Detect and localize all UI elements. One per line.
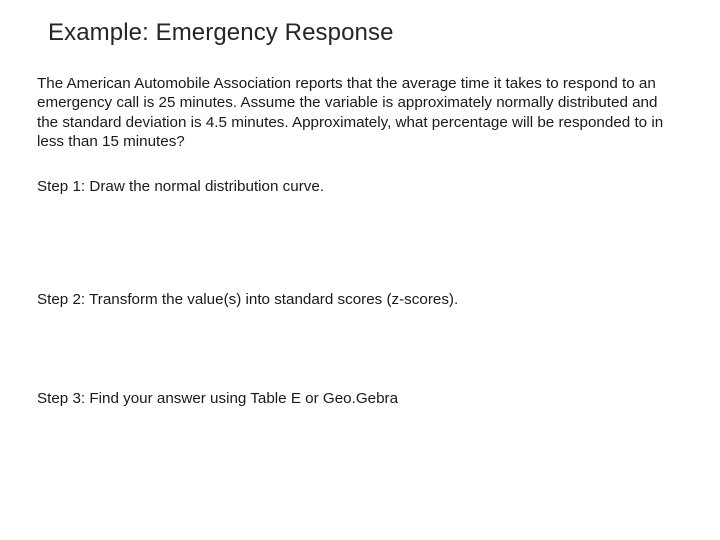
step-3-text: Step 3: Find your answer using Table E or Geo.Gebra: [37, 390, 399, 407]
slide-title: Example: Emergency Response: [48, 19, 394, 46]
step-1-text: Step 1: Draw the normal distribution curve.: [37, 178, 325, 195]
problem-statement: The American Automobile Association reports that the average time it takes to respond to an emergency call is 25 minutes. Assume the variable is approximately normally distributed and the standard deviation is 4.5 minutes. Approximately, what percentage will be responded to in less than 15 minutes?: [37, 75, 664, 150]
step-2-text: Step 2: Transform the value(s) into standard scores (z-scores).: [37, 291, 459, 308]
